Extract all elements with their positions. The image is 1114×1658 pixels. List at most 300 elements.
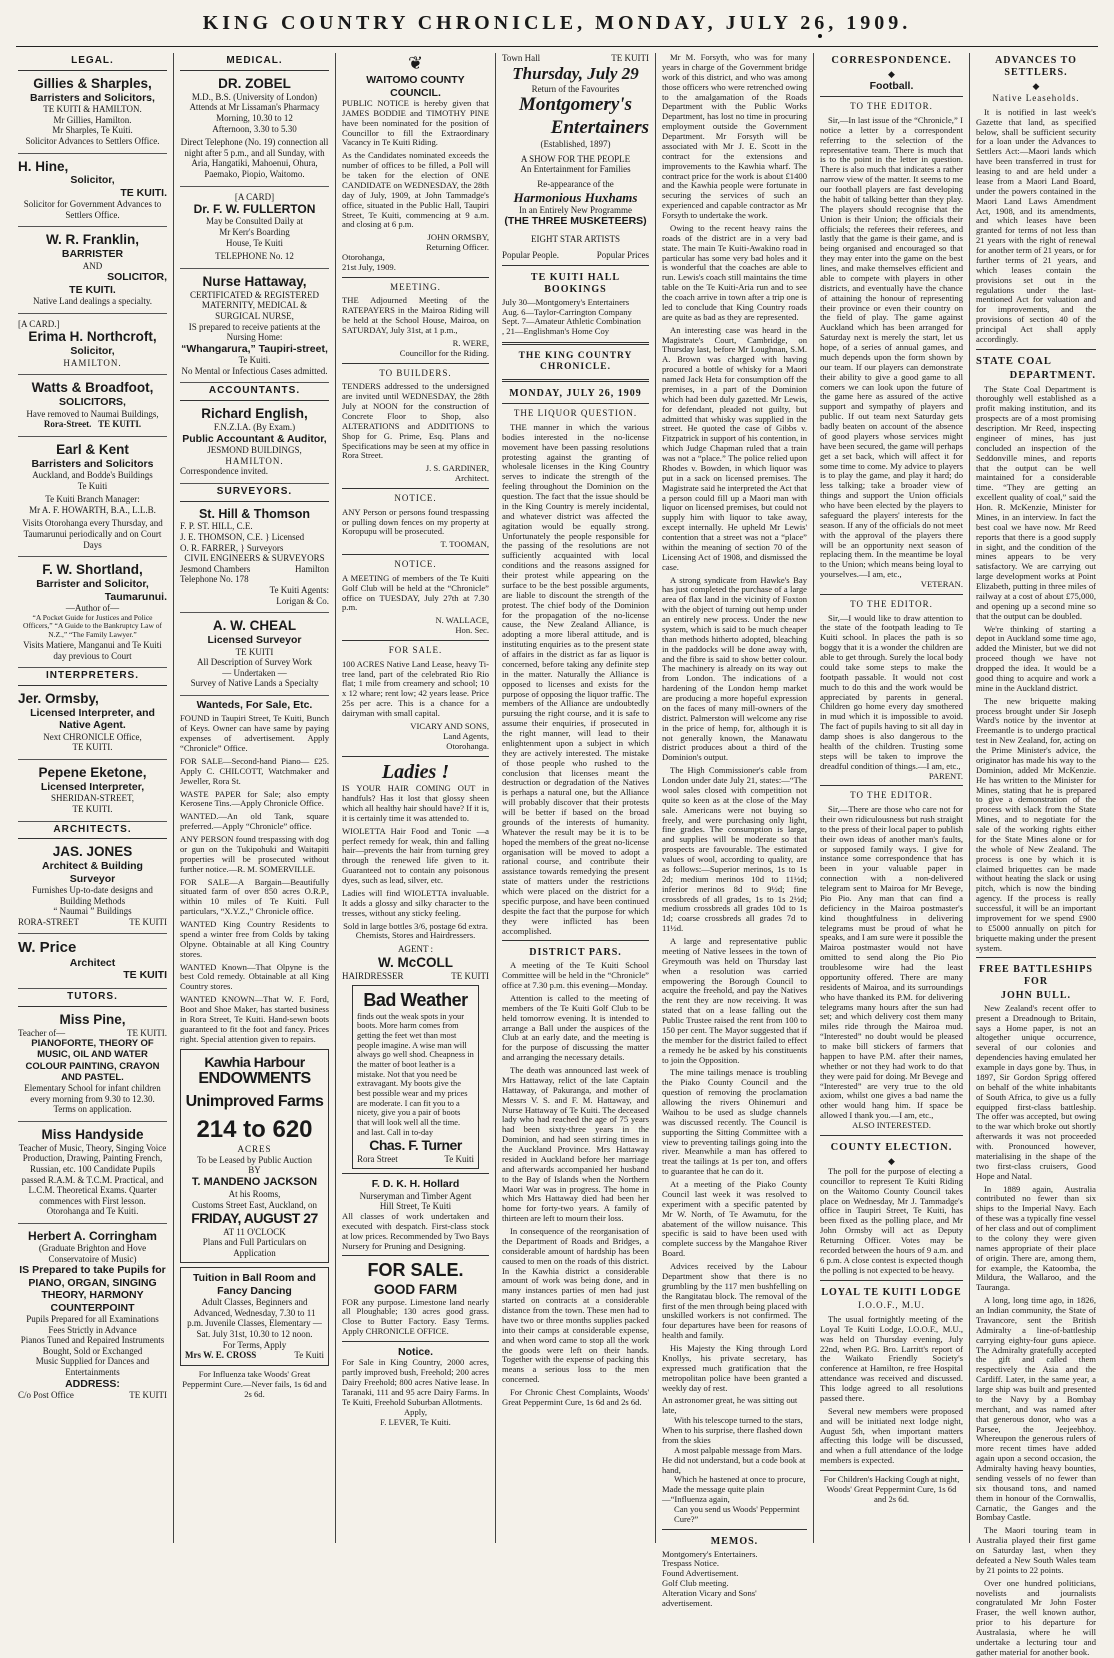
card-line: Te Kuiti Branch Manager: <box>45 494 140 505</box>
card-line: SHERIDAN-STREET, <box>50 793 135 804</box>
card-name: Herbert A. Corringham <box>28 1229 157 1244</box>
forsale-heading: FOR SALE. <box>367 1260 464 1281</box>
card-zobel <box>180 71 329 187</box>
card-line: TE KUITI. <box>98 419 142 430</box>
ad-line: GOOD FARM <box>373 1281 458 1297</box>
news-par: A meeting of the Te Kuiti School Committee will be held in the “Chronicle” office at 7.30 p.m. this evening—Monday. <box>502 960 649 990</box>
ad-line: Plans and Full Particulars on Application <box>202 1237 307 1258</box>
news-par: The High Commissioner's cable from London under date July 21, states:—“The wool sales closed with competition not quite so keen as at the close of the May sale. Americans were not buying so freely, and were purchasing only light, fine grades. The consumption is large, and supplies will be moderate so that prospects are favourable. The estimated values of wool, according to quality, are as follows:—Superior merinos, 1s to 1s 2d; medium merinos 10d to 11½d; inferior merinos 8d to 9½d; fine crossbreds of all grades, 1s to 1s 2½d; medium crossbreds all grades 10d to 1s 1d; coarse crossbreds all grades 7d to 11½d. <box>662 765 807 934</box>
card-line: Lorigan & Co. <box>276 595 329 606</box>
letter-body: Sir,—I would like to draw attention to the state of the footpath leading to Te Kuiti school. In places the path is so boggy that it is a wonder the children are able to get through. Surely the local body could take some steps to make the footpath passable. It would not cost much to do this and the work would be appreciated by parents in general. Children go home every day smothered in mud which it is impossible to avoid. The fact of pupils having to sit all day in damp shoes is also dangerous to the health of the children. Trusting some steps will be taken to improve the dreadful condition of things.—I am, etc., <box>820 612 963 771</box>
news-par: The new briquette making process brought under Sir Joseph Ward's notice by the inventor at Freemantle is to undergo practical test in New Zealand, for, acting on the Prime Minister's advice, the originator has made his way to the Dominion, added Mr McKenzie. He has written to the Minister for Mines, stating that he is prepared to give a demonstration of the process with slack from the State Mines, and to negotiate for the sale of the working rights either for the State Mines alone or for the whole of New Zealand. The process is one by which it is claimed briquettes can be made without heating the slack or using pitch, which is now the binding agency. If the process is really successful, it will be an important improvement for we spend £900 to £5000 annually on pitch for briquette making under the present system. <box>976 695 1096 953</box>
ad-body: Ladies will find WIOLETTA invaluable. It adds a glossy and silky character to the tresses, without any sticky feeling. <box>342 887 489 918</box>
card-line: Visits Matiere, Manganui and Te Kuiti day previous to Court <box>23 640 162 661</box>
ad-line: Tuition in Ball Room and <box>193 1272 316 1285</box>
correspondence-heading: CORRESPONDENCE. <box>831 55 952 66</box>
card-pine <box>18 1007 167 1122</box>
ad-line: Customs Street East, Auckland, on <box>192 1199 317 1210</box>
card-jones <box>18 839 167 934</box>
notice-signature: Architect. <box>454 473 489 484</box>
card-name: A. W. CHEAL <box>212 618 297 634</box>
section-architects: ARCHITECTS. <box>18 822 167 840</box>
ad-line: Adult Classes, Beginners and Advanced, Wednesday, 7.30 to 11 p.m. Juvenile Classes, Elementary —Sat. July 31st, 10.30 to 12 noon. <box>187 1297 322 1340</box>
ad-body: IS YOUR HAIR COMING OUT in handfuls? Has it lost that glossy sheen which all healthy hair should have? If it is, it is certainly time it was attended to. <box>342 783 489 823</box>
editorial-heading: THE LIQUOR QUESTION. <box>513 408 638 419</box>
card-ormsby <box>18 686 167 760</box>
card-line: TE KUITI <box>235 646 274 657</box>
hollard-name: F. D. K. H. Hollard <box>371 1178 460 1191</box>
masthead <box>16 0 1098 47</box>
column-legal <box>12 53 174 1543</box>
notice-signature: 21st July, 1909. <box>342 261 396 272</box>
memo-item: Alteration Vicary and Sons' advertisement. <box>662 1588 757 1608</box>
ad-line: Return of the Favourites <box>531 83 620 94</box>
notice-body: A MEETING of members of the Te Kuiti Golf Club will be held at the “Chronicle” office on TUESDAY, July 27th at 7.30 p.m. <box>342 572 489 613</box>
card-line: TE KUITI. <box>127 1027 167 1038</box>
card-line: Pupils Prepared for all Examinations <box>26 1313 159 1324</box>
ad-line: (THE THREE MUSKETEERS) <box>504 215 647 228</box>
card-line: Solicitor for Government Advances to Settlers Office. <box>23 199 162 220</box>
news-par: For Chronic Chest Complaints, Woods' Great Peppermint Cure, 1s 6d and 2s 6d. <box>502 1387 649 1407</box>
card-name: Pepene Eketone, <box>38 765 147 780</box>
card-line: (Graduate Brighton and Hove Conservatoire of Music) <box>38 1243 147 1264</box>
card-line: Teacher of Music, Theory, Singing Voice Production, Drawing, Painting French, Russian, etc. 100 Candidate Pupils passed R.A.M. & T.C.M. Practical, and L.C.M. Theoretical Exams. Quarter commences with First lesson. Otorohanga and Te Kuiti. <box>18 1142 167 1217</box>
card-line: Barrister and Solicitor, <box>36 578 149 591</box>
card-line: TE KUITI <box>123 969 167 982</box>
advances-subheading: Native Leaseholds. <box>992 93 1080 104</box>
card-name: Nurse Hattaway, <box>202 273 307 289</box>
card-name: DR. ZOBEL <box>218 75 291 91</box>
card-line: C/o Post Office <box>18 1389 74 1400</box>
ad-body: WIOLETTA Hair Food and Tonic —a perfect remedy for weak, thin and falling hair—prevents the hair from turning grey through the renewed life given to it. Guaranteed not to contain any poisonous dyes, such as lead, silver, etc. <box>342 825 489 885</box>
cough-note: For Children's Hacking Cough at night, Woods' Great Peppermint Cure, 1s 6d and 2s 6d. <box>823 1474 960 1504</box>
card-line: RORA-STREET <box>18 916 80 927</box>
card-name: Erima H. Northcroft, <box>28 329 157 345</box>
card-name: W. R. Franklin, <box>45 232 139 248</box>
card-line: Te Kuiti Agents: <box>269 585 329 596</box>
notice-signature: Returning Officer. <box>426 242 489 253</box>
booking-item: July 30—Montgomery's Entertainers <box>502 296 630 307</box>
divider-diamond-icon: ◆ <box>1032 80 1040 91</box>
notice-heading: NOTICE. <box>394 559 437 570</box>
ad-line: 214 to 620 <box>196 1115 313 1143</box>
poem-line: With his telescope turned to the stars, <box>674 1415 803 1426</box>
news-par: An interesting case was heard in the Magistrate's Court, Cambridge, on Thursday last, before Mr Loughnan, S.M. A. Brown was charged with having procured a bottle of whisky for a Maori named Jack Heta for consumption off the premises, in a part of the Dominion which had been duly gazetted. Mr Lewis, for defendant, pleaded not guilty, but admitted that whisky was supplied in the street. He quoted the case of Gibbs v. Fitzpatrick in support of his contention, in which Judge Chapman ruled that a train was not a “place.” The police relied upon Rhodes v. Bowden, in which liquor was put in a sack on licensed premises. The Magistrate said he interpreted the Act that a person could fill up a Maori man with liquor on licensed premises, but could not supply him with liquor to take away, except internally. He upheld Mr Lewis' contention that a street was not a “place” within the meaning of section 70 of the Licensing Act of 1908, and dismissed the case. <box>662 324 807 572</box>
letter-body: Sir,—There are those who care not for their own ridiculousness but rush straight to the press of their local paper to publish their own ideas of another man's faults, or supposed family ways. I give for instance some correspondence that has been in your valuable paper in connection with a non-delivered telegram sent to Mairoa for Mr Bevege, Pio Pio. Any man that can find a deficiency in the Mairoa postmaster's kind thoughtfulness in delivering telegrams must be proud of what he speaks, and I am sure were it possible the Mairoa postmaster would not have omitted to send along the Pio Pio troublesome wire had the least opportunity offered. There are many residents of Mairoa, and its surroundings who have thanked its P.M. for delivering telegrams many hours after the sun had set; and which delivery cost them many miles ride through the Mairoa mud. “Interested” no doubt would be pleased to make bill stickers of farmers that happen to have P.M. after their names, whether or not they had work to do that they were paid for doing. Mr Bevege and “Interested” are very true to the old axiom, whilst one gives a bad name the other would hang him. If space be allowed I thank you.—I am, etc., <box>820 804 963 1121</box>
card-line: Auckland, and Bodde's Buildings <box>32 470 153 481</box>
notice-signature: VICARY AND SONS, <box>410 720 489 731</box>
card-line: Architect <box>69 957 116 970</box>
section-interpreters: INTERPRETERS. <box>18 668 167 686</box>
notice-body: PUBLIC NOTICE is hereby given that JAMES BODDIE and TIMOTHY PINE have been nominated for the position of Councillor to fill the Extraordinary Vacancy in Te Kuiti Riding. <box>342 97 489 148</box>
notice-body: As the Candidates nominated exceeds the number of offices to be filled, a Poll will be taken for the election of ONE CANDIDATE on WEDNESDAY, the 28th day of July, 1909, at John Tammadge's office, situated in the Public Hall, Taupiri Street, Te Kuiti, commencing at 9 a.m. and closing at 6 p.m. <box>342 150 489 230</box>
classified-ad: FOUND in Taupiri Street, Te Kuiti, Bunch of Keys. Owner can have same by paying expenses of advertisement. Apply “Chronicle” Office. <box>180 713 329 754</box>
card-northcroft <box>18 314 167 376</box>
ad-tuition <box>180 1267 329 1365</box>
news-par: The usual fortnightly meeting of the Loyal Te Kuiti Lodge, I.O.O.F., M.U., was held on Thursday evening, July 22nd, when P.G. Bro. Larritt's report of the Waikato Friendly Society's conference at Hamilton, re free Hospital attendance was received and discussed. This lodge agreed to all resolutions passed there. <box>820 1313 963 1403</box>
card-line: AND <box>82 260 103 271</box>
news-par: Mr M. Forsyth, who was for many years in charge of the Government bridge work of this district, and who was among those officers who were retrenched owing to the amalgamation of the Roads Department with the Public Works Department, has lost no time in procuring employment outside the Government Department. Mr Forsyth will be associated with Mr J. E. Scott in the contract for the extensions and improvements to the Kawhia wharf. The contract price for the work is about £1400 and the Kawhia people were fortunate in securing the services of such an experienced and capable contractor as Mr Forsyth to undertake the work. <box>662 52 807 220</box>
card-line: Mr Sharples, Te Kuiti. <box>52 125 133 136</box>
ad-line: Mrs W. E. CROSS <box>185 1350 257 1361</box>
memo-item: Golf Club meeting. <box>662 1578 729 1589</box>
card-line: Fees Strictly in Advance <box>48 1324 137 1335</box>
ad-line: AGENT : <box>397 944 434 955</box>
card-line: Next CHRONICLE Office, <box>43 731 142 742</box>
section-accountants: ACCOUNTANTS. <box>180 383 329 401</box>
card-franklin <box>18 227 167 313</box>
card-line: Terms on application. <box>53 1104 132 1115</box>
ad-line: Popular Prices <box>596 250 649 261</box>
letter-heading: TO THE EDITOR. <box>850 101 933 112</box>
card-line: Visits Otorohanga every Thursday, and Taumarunui periodically and on Court Days <box>22 518 163 550</box>
ad-line: HAIRDRESSER <box>342 970 404 981</box>
notice-body: THE Adjourned Meeting of the RATEPAYERS in the Mairoa Riding will be held at the School House, Mairoa, on SATURDAY, July 31st, at 1 p.m., <box>342 295 489 336</box>
masthead-title: KING COUNTRY CHRONICLE, MONDAY, JULY 26, 1909. <box>202 11 912 34</box>
card-english <box>180 401 329 484</box>
card-line: ADDRESS: <box>65 1377 120 1390</box>
classified-ad: WANTED.—An old Tank, square preferred.—Apply “Chronicle” office. <box>180 811 329 832</box>
card-line: PIANOFORTE, THEORY OF MUSIC, OIL AND WATER COLOUR PAINTING, CRAYON AND PASTEL. <box>25 1038 160 1083</box>
card-line: [A CARD.] <box>18 318 60 329</box>
card-line: Teacher of— <box>18 1027 66 1038</box>
card-line: Jesmond Chambers <box>180 563 251 574</box>
news-par: New Zealand's recent offer to present a Dreadnough to Britain, says a Home paper, is not an altogether unique occurrence, several of our colonies and dependencies having emulated her example in days gone by. Thus, in 1897, Sir Gordon Sprigg offered on behalf of the white inhabitants of South Africa, to give us a fully equipped first-class battleship. The offer was accepted, but owing to the war which broke out shortly afterwards it was not proceeded with. Pronounced however, materialising in the shape of the two first-class cruisers, Good Hope and Natal. <box>976 1002 1096 1181</box>
card-line: Telephone No. 178 <box>180 574 249 585</box>
ad-line: Unimproved Farms <box>185 1092 324 1110</box>
news-par: In 1889 again, Australia contributed no fewer than six ships to the Imperial Navy. Each of these was a typically fine vessel of her class and out of compliment to the colony they were given names appropriate of their place of origin. There are, among them, for example, the Katoomba, the Mildura, the Wallaroo, and the Tauranga. <box>976 1183 1096 1293</box>
card-line: —Author of— <box>65 602 120 613</box>
poem-line: Can you send us Woods' Peppermint Cure?” <box>674 1504 800 1524</box>
ad-body: Sold in large bottles 3/6, postage 6d extra. Chemists, Stores and Hairdressers. <box>343 920 488 941</box>
notice-heading: NOTICE. <box>394 493 437 504</box>
ad-line: W. McCOLL <box>378 954 453 970</box>
card-watts <box>18 375 167 437</box>
section-legal: LEGAL. <box>18 53 167 71</box>
card-line: Mr A. F. HOWARTH, B.A., L.L.B. <box>29 504 156 515</box>
wanteds-list <box>180 714 329 1044</box>
card-line: PIANO, ORGAN, SINGING THEORY, HARMONY COUNTERPOINT <box>28 1276 157 1314</box>
card-gillies <box>18 71 167 154</box>
card-line: Solicitor, <box>70 174 115 187</box>
card-line: SOLICITORS, <box>59 396 126 409</box>
county-election-heading: COUNTY ELECTION. <box>830 1141 953 1153</box>
ad-line: Fancy Dancing <box>217 1284 292 1297</box>
poem-line: When to his surprise, there flashed down from the skies <box>662 1425 803 1445</box>
card-line: Mr Kerr's Boarding <box>219 226 290 237</box>
ad-line: EIGHT STAR ARTISTS <box>530 233 621 244</box>
columns <box>12 52 1102 1657</box>
card-line: Furnishes Up-to-date designs and Building Methods <box>32 884 153 906</box>
ad-line: FRIDAY, AUGUST 27 <box>191 1210 318 1227</box>
card-line: Morning, 10.30 to 12 <box>216 112 293 123</box>
ad-line: To be Leased by Public Auction <box>196 1154 313 1165</box>
letter-signature: VETERAN. <box>920 579 963 590</box>
column-editorial <box>496 53 656 1543</box>
notice-body: ANY Person or persons found trespassing or pulling down fences on my property at Koropupu will be prosecuted. <box>342 506 489 537</box>
classified-ad: WANTED King Country Residents to spend a winter free from Colds by taking Olpyne. Obtainable at all King Country stores. <box>180 919 329 959</box>
page-mark <box>818 34 822 38</box>
news-par: Over one hundred politicians, novelists and journalists congratulated Mr John Foster Fraser, the well known author, prior to his departure for Australasia, where he will undertake a lecturing tour and gather material for another book. <box>976 1577 1096 1657</box>
editorial-body: THE manner in which the various bodies interested in the no-license movement have been passing resolutions protesting against the granting of wholesale licenses in the King Country serves to indicate the strength of the feeling throughout the Dominion on the question. The fact that the issue should be in the King Country is merely incidental, and whatever district was affected the agitation would be equally strong. Unfortunately the people responsible for the passing of the resolutions are not sufficiently acquainted with local conditions and the reasons assigned for their protest while appearing on the surface to be the best possible arguments, are liable to discount the strength of the protest. The chief body of the Dominion for the propagation of the no-license cause, the New Zealand Alliance, is adopting a more liberal attitude, and is instituting enquiries as to the present state of affairs in the district as far as liquor is concerned, before taking any definite step in the matter. Naturally the Alliance is opposed to licenses and exists for the purpose of opposing the liquor traffic. The members of the Alliance are undoubtedly pursuing the right course, and it is safe to assume their enquiries, if prosecuted in the right manner, will lead to their enlightenment upon a subject in which they are actively interested. The mistake of those people who rushed to the conclusion that licenses meant the destruction or degradation of the Natives is perhaps a natural one, but the Alliance will probably discover that their protests will be better if based on the broad grounds of the interests of humanity. Whatever the result may be it is to be hoped the members of the great no-license organisation will be moved to adopt a rational course, and contribute their assistance towards remedying the present state of matters under the restrictions which were placed on the district for a specific purpose, and have been continued despite the fact that the purpose for which they were inflicted has been accomplished. <box>502 421 649 936</box>
card-line: Licensed Interpreter, <box>40 780 145 793</box>
ad-line: AT 11 O'CLOCK <box>223 1226 286 1237</box>
news-par: Attention is called to the meeting of members of the Te Kuiti Golf Club to be held tomorrow evening. It is intended to arrange a Ball under the auspices of the Club at an early date, and the meeting is for the purpose of discussing the matter and arranging the necessary details. <box>502 992 649 1063</box>
card-line: JESMOND BUILDINGS, <box>207 445 302 456</box>
card-line: Native Land dealings a specialty. <box>32 296 153 307</box>
card-line: CERTIFICATED & REGISTERED MATERNITY, MEDICAL & SURGICAL NURSE, <box>190 289 319 321</box>
notice-signature: Apply, <box>403 1406 428 1417</box>
waitomo-heading: WAITOMO COUNTY COUNCIL. <box>366 74 465 99</box>
column-advances <box>970 53 1102 1657</box>
news-par: A strong syndicate from Hawke's Bay has just completed the purchase of a large area of flax land in the vicinity of Foxton with the object of turning out hemp under an entirely new process. Under the new system, which is said to be much cheaper than methods hitherto adopted, bleaching in the paddocks will be done away with, and the fibre is said to show better colour. The machinery is already on its way out from London. The indications of a hardening of the London hemp market are producing a more hopeful expression on the faces of many mill-owners of the district. Palmerston will welcome any rise in the price of hemp, for, although it is not generally known, the Manawatu district produces about a third of the Dominion's output. <box>662 574 807 763</box>
ad-line: Harmonious Huxhams <box>513 189 638 205</box>
divider-diamond-icon: ◆ <box>888 1156 895 1167</box>
letter-heading: TO THE EDITOR. <box>850 790 933 801</box>
news-par: The Maori touring team in Australia played their first game on Saturday last, when they defeated a New South Wales team by 21 points to 22 points. <box>976 1525 1096 1575</box>
news-par: At a meeting of the Piako County Council last week it was resolved to experiment with a specific patented by Mr W. North, of Te Awamutu, for the abatement of the willow nuisance. This specific is said to have been used with complete success by the Mangahoe River Board. <box>662 1179 807 1259</box>
news-par: The State Coal Department is thoroughly well established as a profit making institution, and its prospects are of a most promising description. Mr Reed, inspecting engineer of mines, has just concluded an inspection of the Seddonville mines, and reports that the output can be well maintained for a considerable time. “They are getting an excellent quality of coal,” said the Hon. R. McKenzie, Minister for Mines, in an interview. In fact the best coal we have now. Mr Reed reports that there is a good supply in sight, and the condition of the mines appears to be very satisfactory. We are carrying out large development works at Point Elizabeth, putting in three miles of railway at a cost of about £75,000, and opening up a second mine so that the output can be doubled. <box>976 383 1096 621</box>
card-line: “A Pocket Guide for Justices and Police Officers,” “A Guide to the Bankruptcy Law of N.Z.,” “The Family Lawyer.” <box>23 612 162 640</box>
football-heading: Football. <box>869 79 914 92</box>
classified-ad: WANTED Known—That Olpyne is the best Cold remedy. Obtainable at all King Country stores. <box>180 961 329 992</box>
card-name: H. Hine, <box>18 158 69 174</box>
classified-ad: ANY PERSON found trespassing with dog or gun on the Tukipohuki and Waitapiti properties will be prosecuted without further notice.—R. M. SOMERVILLE. <box>180 834 329 874</box>
ad-line: Nurseryman and Timber Agent <box>359 1190 472 1201</box>
card-line: J. E. THOMSON, C.E. } Licensed <box>180 532 305 543</box>
card-sthill <box>180 502 329 614</box>
ad-line: ENDOWMENTS <box>198 1070 311 1088</box>
advances-heading: ADVANCES TO SETTLERS. <box>995 55 1077 78</box>
letter-signature: PARENT. <box>928 770 963 781</box>
card-name: Watts & Broadfoot, <box>31 380 154 396</box>
card-line: Attends at Mr Lissaman's Pharmacy <box>189 102 320 113</box>
card-line: TE KUITI <box>129 1389 167 1400</box>
notice-signature: Otorohanga. <box>446 740 489 751</box>
card-line: All Description of Survey Work <box>196 657 313 668</box>
divider-diamond-icon: ◆ <box>888 69 895 80</box>
ad-line: Chas. F. Turner <box>369 1137 462 1154</box>
news-par: We're thinking of starting a depot in Auckland some time ago, added the Minister, but we did not proceed though we have not dropped the idea. It would be a good thing to acquire and work a mine in the Auckland district. <box>976 623 1096 693</box>
card-line: Te Kuiti <box>77 480 108 491</box>
card-line: TE KUITI. <box>72 803 113 814</box>
column-correspondence <box>814 53 970 1543</box>
card-line: Music Supplied for Dances and Entertainments <box>35 1356 150 1377</box>
card-line: Te Kuiti. <box>238 355 271 366</box>
bookings-heading: TE KUITI HALL BOOKINGS <box>530 272 621 295</box>
card-line: IS prepared to receive patients at the Nursing Home: <box>188 321 321 343</box>
notice-signature: Land Agents, <box>443 730 489 741</box>
show-date: Thursday, July 29 <box>512 63 639 83</box>
booking-item: Aug. 6—Taylor-Carrington Company <box>502 306 632 317</box>
ad-body: All classes of work undertaken and executed with despatch. First-class stock at low prices. Recommended by Two Bays Nursery for Pruning and Designing. <box>342 1210 489 1251</box>
card-name: Miss Pine, <box>59 1011 126 1027</box>
card-line: TELEPHONE No. 12 <box>215 251 294 262</box>
notice-body: For Sale in King Country, 2000 acres, partly improved bush, Freehold; 200 acres Dairy Freehold; 800 acres Native lease. In Taranaki, 111 and 95 acre Dairy Farms. In Te Kuiti, Freehold Suburban Allotments. <box>342 1357 489 1407</box>
card-fullerton <box>180 187 329 269</box>
booking-item: Sept. 7—Amateur Athletic Combination <box>502 316 641 327</box>
influenza-note: For Influenza take Woods' Great Peppermint Cure.—Never fails, 1s 6d and 2s 6d. <box>182 1368 327 1399</box>
card-line: M.D., B.S. (University of London) <box>191 91 318 102</box>
card-line: No Mental or Infectious Cases admitted. <box>181 365 328 376</box>
column-news <box>656 52 814 1608</box>
battleships-heading: FREE BATTLESHIPS FOR <box>979 964 1093 988</box>
card-name: Dr. F. W. FULLERTON <box>193 202 316 217</box>
ad-line: Hill Street, Te Kuiti <box>379 1201 452 1212</box>
card-line: Architect & Building Surveyor <box>42 860 143 885</box>
news-par: In consequence of the reorganisation of the Department of Roads and Bridges, a considerable amount of hardship has been caused to men on the roads of this district. In the Kawhia district a considerable amount of work was being done, and in many instances parties of men had just started on contracts at a considerable distance from the town. These men had to have two or three months supplies packed into their camps at considerable expense, and when word came to stop all the work the goods were left on their hands. Together with the expense of packing this means a serious loss to the men concerned. <box>502 1226 649 1385</box>
card-line: Solicitor, <box>70 345 115 358</box>
booking-item: , 21—Englishman's Home Coy <box>502 326 610 337</box>
poem-line: A most palpable message from Mars. <box>674 1444 802 1455</box>
ad-line: ACRES <box>237 1144 272 1155</box>
card-line: May be Consulted Daily at <box>206 216 303 227</box>
card-line: Licensed Surveyor <box>207 634 302 647</box>
card-line: O. R. FARRER, } Surveyors <box>180 542 284 553</box>
ad-line: Kawhia Harbour <box>204 1053 305 1070</box>
ad-line: BY <box>248 1165 261 1176</box>
column-medical <box>174 53 336 1543</box>
classified-ad: FOR SALE—A Bargain—Beautifully situated farm of over 850 acres O.R.P., within 10 miles of Te Kuiti. Full particulars, “X.Y.Z.,” Chronicle office. <box>180 876 329 917</box>
card-line: Rora-Street. <box>43 419 92 430</box>
card-line: Correspondence invited. <box>180 466 268 477</box>
card-name: St. Hill & Thomson <box>198 506 311 521</box>
ad-line: An Entertainment for Families <box>520 164 631 175</box>
county-crest-icon: ❦ <box>407 53 424 73</box>
district-pars-heading: DISTRICT PARS. <box>529 947 622 959</box>
card-name: Richard English, <box>201 406 308 422</box>
memo-item: Trespass Notice. <box>662 1558 719 1569</box>
ad-line: In an Entirely New Programme <box>519 204 632 215</box>
card-line: TE KUITI. <box>120 186 167 199</box>
news-par: The poll for the purpose of electing a councillor to represent Te Kuiti Riding on the Waitomo County Council takes place on Wednesday, Mr J. Tammadge's office in Taupiri Street, Te Kuiti, has been fixed as the polling place, and Mr John Ormsby will act as Deputy Returning Officer. Votes may be recorded between the hours of 9 a.m. and 6 p.m. A close contest is expected though the polling is not expected to be heavy. <box>820 1165 963 1275</box>
poem-line: Made the message quite plain—“Influenza again, <box>662 1484 765 1505</box>
news-par: The mine tailings menace is troubling the Piako County Council and the question of removing the proclamation allowing the rivers Ohinemuri and Waihou to be used as sludge channels was discussed recently. The Council is supporting the Sitting Committee with a view to preventing tailings going into the river. Meanwhile a man has offered to treat the tailings at 1s per ton, and offers to guarantee that he can do it. <box>662 1067 807 1177</box>
notice-signature: F. LEVER, Te Kuiti. <box>380 1416 451 1427</box>
card-handyside <box>18 1122 167 1224</box>
news-par: Several new members were proposed and will be initiated next lodge night, August 5th, when important matters affecting this lodge will be discussed, and when a full attendance of the lodge members is expected. <box>820 1405 963 1466</box>
card-line: Afternoon, 3.30 to 5.30 <box>212 123 297 134</box>
section-medical: MEDICAL. <box>180 53 329 71</box>
classified-ad: FOR SALE—Second-hand Piano— £25. Apply C. CHILCOTT, Watchmaker and Jeweller, Rora St. <box>180 755 329 786</box>
wanteds-heading: Wanteds, For Sale, Etc. <box>196 699 313 712</box>
notice-body: 100 ACRES Native Land Lease, heavy Ti-tree land, part of the celebrated Rio Rio flat; 1 mile from creamery and school; 10 x 12 whare; rent low; 42 years lease. Price 25s per acre. This is a chance for a dairyman with small capital. <box>342 658 489 719</box>
news-par: It is notified in last week's Gazette that land, as specified below, shall be sufficient security for a loan under the Advances to Settlers Act:—Maori lands which have been transferred in trust for leasing to and are held under a lease from a Maori Land Board, under the powers contained in the Maori Land Laws Amendment Act, 1908, and its amendments, and which leases have been granted for terms of not less than 21 years with the right of renewal for another term of 21 years, or for further terms of 21 years, and which leases contain the provisions set out in the regulations under the last-mentioned Act for valuation and for improvements, and the provisions of section 40 of the principal Act shall apply accordingly. <box>976 106 1096 344</box>
card-line: F.N.Z.I.A. (By Exam.) <box>213 422 296 433</box>
card-earl <box>18 437 167 558</box>
ad-line: T. MANDENO JACKSON <box>191 1175 318 1188</box>
card-line: Licensed Interpreter, and Native Agent. <box>30 707 155 732</box>
news-par: A large and representative public meeting of Native lessees in the town of Greymouth was held on Thursday last when a resolution was carried empowering the Borough Council to acquire the freehold, and pay the Natives the rent they are now receiving. It was stated that on a lease falling out the Public Trustee raised the rent from 100 to 150 per cent. The Mayor suggested that if the member for the district failed to effect a remedy he be asked by his constituents to join the Opposition. <box>662 936 807 1065</box>
ad-kawhia <box>180 1049 329 1264</box>
card-line: CIVIL ENGINEERS & SURVEYORS <box>184 553 325 564</box>
card-eketone <box>18 760 167 822</box>
card-line: — Undertaken — <box>222 667 287 678</box>
poem-line: An astronomer great, he was sitting out late, <box>662 1395 798 1416</box>
notice-signature: R. WERE, <box>452 337 489 348</box>
ad-bad-weather <box>352 985 479 1169</box>
ad-body: finds out the weak spots in your boots. More harm comes from getting the feet wet than most people imagine. A wise man will always go well shod. Cheapness in the matter of boot leather is a mistake. Not that you need be extravagant. My boots give the best possible wear and my prices are moderate. I can fit you to a nicety, give you a pair of boots that will look well all the time. and last. Call in to-day <box>357 1011 474 1137</box>
card-line: Pianos Tuned and Repaired Instruments Bought, Sold or Exchanged <box>20 1335 165 1356</box>
card-line: IS Prepared to take Pupils for <box>19 1264 166 1277</box>
notice-body: TENDERS addressed to the undersigned are invited until WEDNESDAY, the 28th July at NOON for the construction of Concrete Floor to Shop, also ALTERATIONS and ADDITIONS to Shop for G. Prime, Esq. Plans and Specifications may be seen at my office in Rora Street. <box>342 381 489 461</box>
card-line: Elementary School for infant children every morning from 9.30 to 12.30. <box>24 1083 161 1104</box>
card-name: JAS. JONES <box>52 844 133 860</box>
classified-ad: WASTE PAPER for Sale; also empty Kerosene Tins.—Apply Chronicle Office. <box>180 788 329 809</box>
lodge-heading: LOYAL TE KUITI LODGE <box>821 1286 962 1298</box>
poem-line: Which he hastened at once to procure, <box>674 1474 806 1485</box>
memo-item: Montgomery's Entertainers. <box>662 1548 758 1559</box>
letter-signature: ALSO INTERESTED. <box>852 1120 931 1131</box>
ad-line: Te Kuiti <box>294 1350 324 1361</box>
editorial-date: MONDAY, JULY 26, 1909 <box>509 387 642 399</box>
card-name: Jer. Ormsby, <box>18 691 99 707</box>
battleships-heading: JOHN BULL. <box>1000 990 1071 1002</box>
poem-line: He did not understand, but a code book at hand, <box>662 1454 806 1475</box>
notice-signature: T. TOOMAN, <box>440 539 489 550</box>
card-cheal <box>180 613 329 696</box>
card-line: TE KUITI & HAMILTON. <box>43 104 142 115</box>
ad-line: TE KUITI <box>451 970 489 981</box>
section-tutors: TUTORS. <box>18 989 167 1007</box>
ad-line: Montgomery's <box>519 94 632 116</box>
card-corringham <box>18 1224 167 1407</box>
card-line: “ Naumai ” Buildings <box>53 906 132 917</box>
lodge-subheading: I.O.O.F., M.U. <box>858 1300 925 1311</box>
card-line: Direct Telephone (No. 19) connection all night after 5 p.m., and all Sunday, with Aria, Hangatiki, Mahoenui, Ohura, Paemako, Piopio, Waitomo. <box>180 137 329 179</box>
notice-signature: J. S. GARDINER, <box>425 463 489 474</box>
notice-signature: N. WALLACE, <box>435 615 489 626</box>
card-line: Taumarunui. <box>104 590 167 603</box>
card-line: TE KUITI. <box>69 283 116 296</box>
news-par: A long, long time ago, in 1826, an Indian community, the State of Travancore, sent the British Admiralty a line-of-battleship carrying eighty-four guns apiece. The Admiralty gratefully accepted the gift and called them respectively the Asia and the Cardiff. Later, in the same year, a large ship was built and presented to the Navy by a Bombay merchant, and was named after that generous donor, who was a Parsee, the Jeejeebhoy. Whereupon the generous rulers of more recent times have added again upon a second occasion, the Admiralty having heavy bounties, sending vessels of no fewer than six thousand tons, and named them in honour of the Cornwallis, Carnatic, the Ganges and the Bombay Castle. <box>976 1295 1096 1523</box>
ad-body: FOR any purpose. Limestone land nearly all Ploughable; 130 acres good grass. Close to Butter Factory. Easy Terms. Apply CHRONICLE OFFICE. <box>342 1296 489 1337</box>
builders-heading: TO BUILDERS. <box>379 367 452 378</box>
card-shortland <box>18 557 167 668</box>
card-line: Barristers and Solicitors <box>31 457 154 470</box>
card-line: Survey of Native Lands a Specialty <box>190 678 319 689</box>
card-line: [A CARD] <box>234 191 275 202</box>
card-line: BARRISTER <box>61 248 124 261</box>
news-par: Owing to the recent heavy rains the roads of the district are in a very bad state. The main Te Kuiti-Awakino road in particular has some very bad holes and it is wonderful that the coaches are able to run. Lewis's coach still maintains the time table on the Te Kuiti-Aria run and to see the coach arrive in town after a trip one is led to conclude that King Country roads are quite as bad as they are represented. <box>662 222 807 322</box>
news-par: His Majesty the King through Lord Knollys, his private secretary, has expressed much gratification that the metropolitan police have been granted a weekly day of rest. <box>662 1343 807 1393</box>
card-line: TE KUITI. <box>72 742 113 753</box>
card-line: HAMILTON. <box>63 357 122 368</box>
card-line: HAMILTON. <box>225 455 284 466</box>
card-price <box>18 934 167 988</box>
card-name: F. W. Shortland, <box>42 562 143 578</box>
card-line: Hamilton <box>295 563 329 574</box>
coal-heading: DEPARTMENT. <box>1009 370 1096 382</box>
ad-line: A SHOW FOR THE PEOPLE <box>520 153 631 164</box>
ad-line: (Established, 1897) <box>540 139 611 150</box>
coal-heading: STATE COAL <box>976 355 1052 367</box>
letter-body: Sir,—In last issue of the “Chronicle,” I notice a letter by a correspondent referring to the selection of the representative team. There is much that is to the point in the letter in question. There is also much that indicates a rather narrow view of the matter. It seems to me our football players are fast developing the habit of talking better than they play. The players should recognise that the Union is their Union; the officials their officials; the referees their referees, and lastly that the game is their game, and is being organised and encouraged so that they may enter into the game on the best lines, and make themselves efficient and able to compete with players in other districts, and eventually have the chance of attaining the honour of representing their province or even their country on the field of play. The game against Auckland which has been arranged for Saturday next is merely the start, let us hope, of a series of annual games, and much depends upon the form shown by our team. If our players can demonstrate their ability to give a good game to all comers we can look upon the future of the game here as assured of the active support and sympathy of players and public. If out team next Saturday gets badly beaten on account of the absence of good players whose services might have been secured, the game will perhaps get a set back, which will affect it for some time to come. My advice to players is to play the game, and play it hard; do less talking; take a broader view of things and support the Union officials who have been elected by the players to safeguard the players' interests for the season. If any of the officials do not meet with the approval of the players there will be an opportunity next season of replacing them. In the meantime be loyal to the Union; which means being loyal to yourselves.—I am, etc., <box>820 114 963 580</box>
ad-line: At his Rooms, <box>228 1188 281 1199</box>
news-par: The death was announced last week of Mrs Hattaway, relict of the late Captain Hattaway, of Pakuranga, and mother of Messrs V. S. and F. M. Hattaway, and Nurse Hattaway of Te Kuiti. The deceased lady who had reached the age of 75 years had been sixty-three years in the Dominion, and had seen stirring times in the Auckland Province. Mrs Hattaway resided in Auckland before her marriage and afterwards accompanied her husband to the Bay of Islands when the Northern Maori War was in progress. The home in which Mrs Hattaway died had been her home for forty-two years. A family of thirteen are left to mourn their loss. <box>502 1065 649 1224</box>
meeting-heading: MEETING. <box>390 281 441 292</box>
column-notices <box>336 53 496 1543</box>
notice-signature: Hon. Sec. <box>455 625 489 636</box>
news-par: Advices received by the Labour Department show that there is no grumbling by the 117 men bushfelling on the Rangitatau block. The removal of the first of the men through being placed with unskilled workers is not confirmed. The four departures have been for reasons of health and family. <box>662 1261 807 1341</box>
notice-signature: JOHN ORMSBY, <box>427 232 489 243</box>
ad-line: Te Kuiti <box>444 1153 474 1164</box>
notice-signature: Councillor for the Riding. <box>399 347 489 358</box>
memo-item: Found Advertisement. <box>662 1568 739 1579</box>
section-surveyors: SURVEYORS. <box>180 484 329 502</box>
card-line: Mr Gillies, Hamilton. <box>53 114 132 125</box>
ad-line: Rora Street <box>357 1153 398 1164</box>
